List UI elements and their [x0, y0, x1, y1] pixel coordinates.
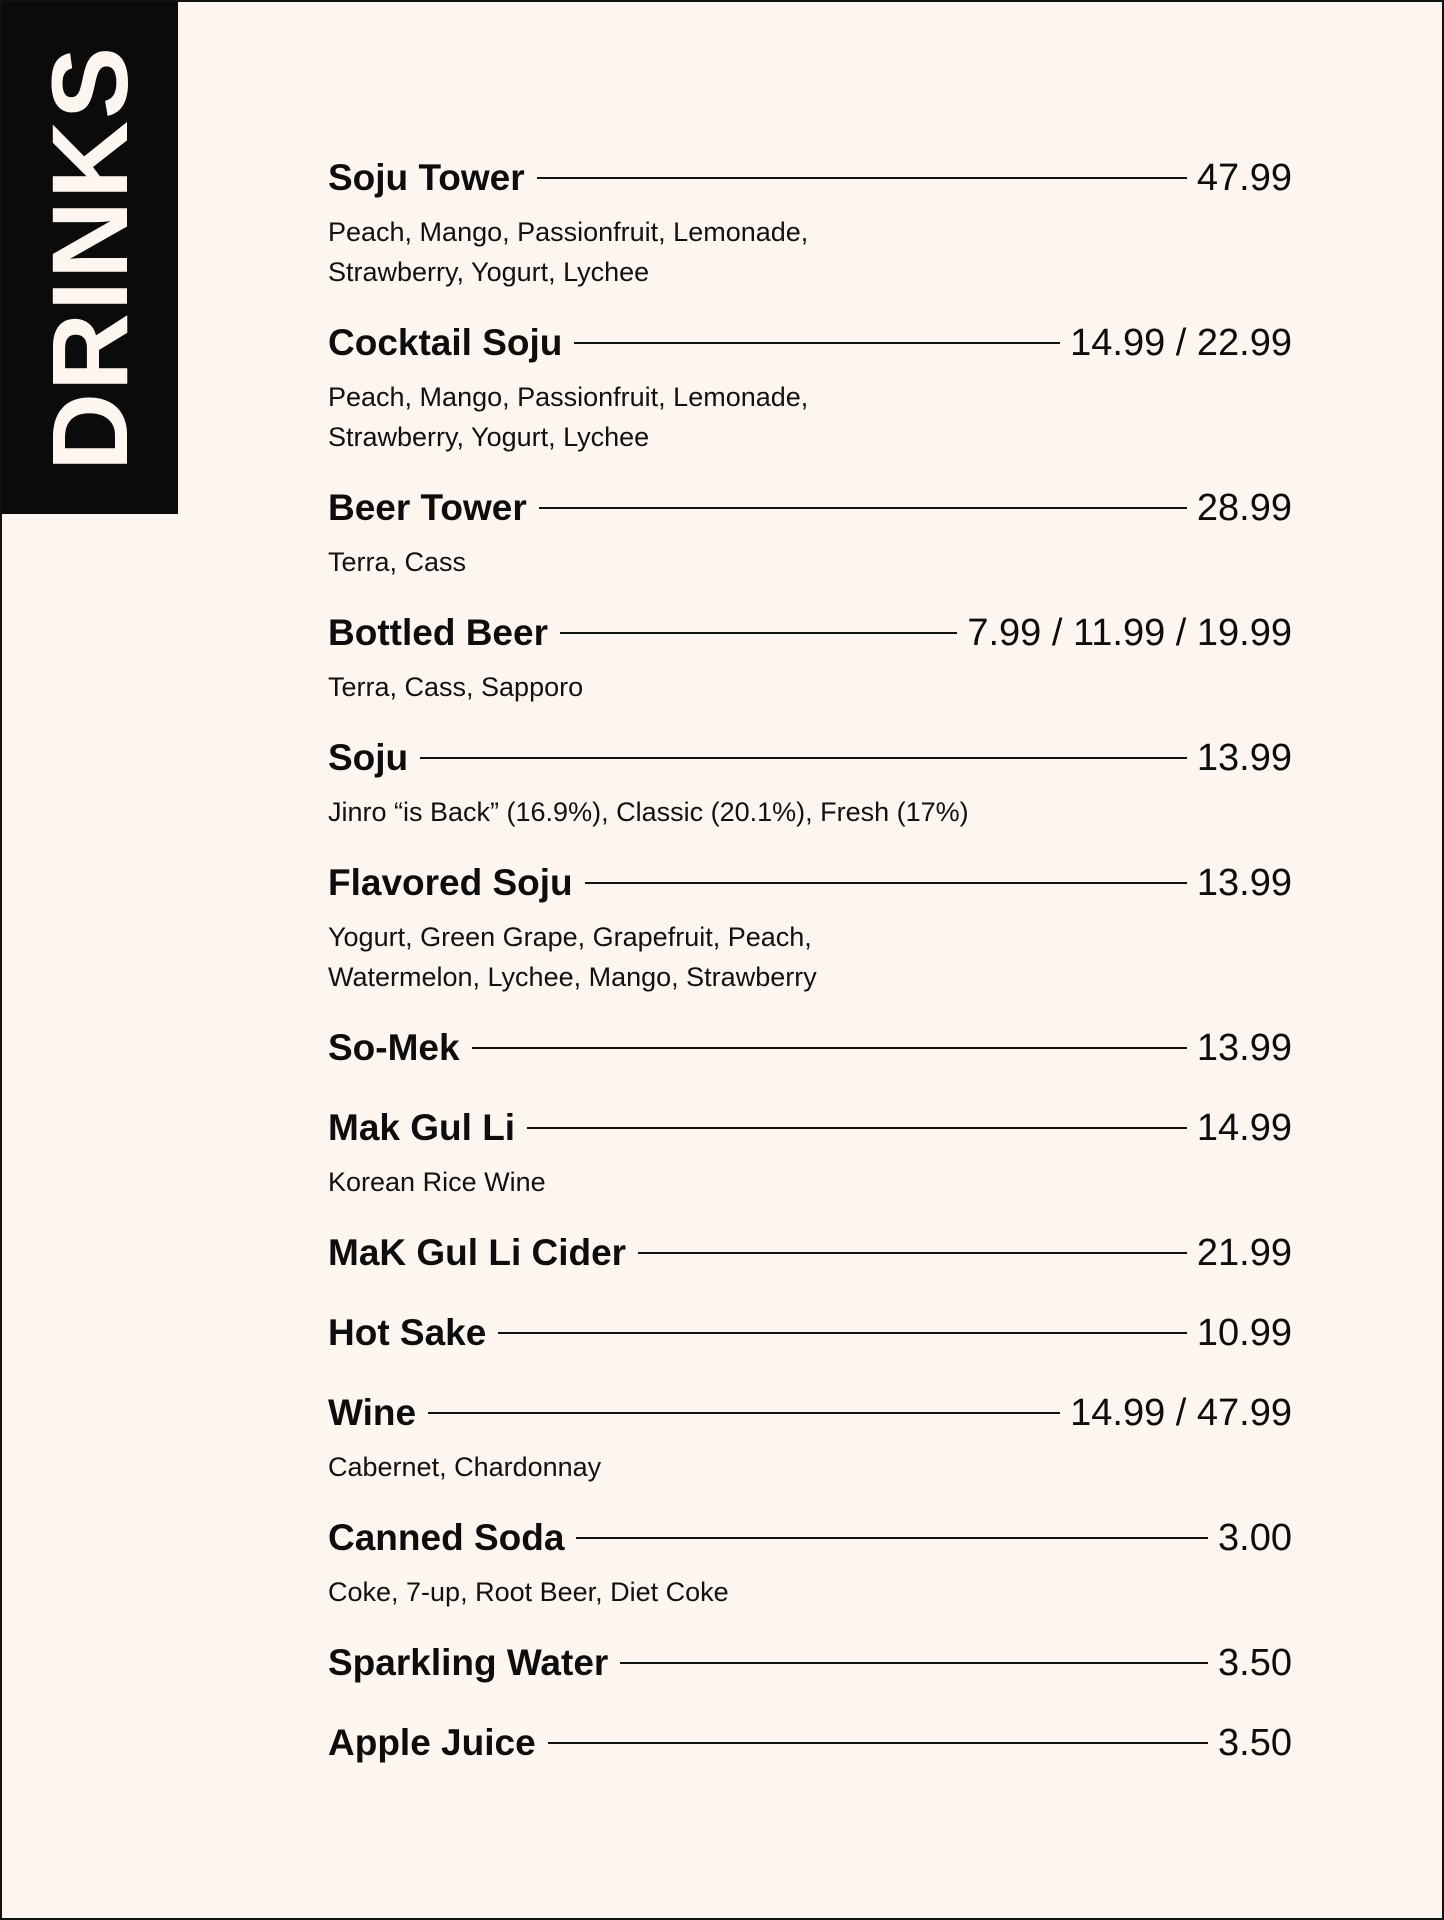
leader-line — [539, 507, 1187, 509]
menu-item — [328, 1100, 1292, 1225]
menu-item — [328, 150, 1292, 315]
item-description: Jinro “is Back” (16.9%), Classic (20.1%), Fresh (17%) — [328, 797, 969, 827]
leader-line — [498, 1332, 1187, 1334]
leader-line — [428, 1412, 1060, 1414]
menu-item — [328, 1715, 1292, 1795]
page-title: DRINKS — [29, 44, 150, 472]
leader-line — [620, 1662, 1208, 1664]
item-description: Peach, Mango, Passionfruit, Lemonade, Strawberry, Yogurt, Lychee — [328, 217, 809, 287]
item-name: Soju — [328, 737, 409, 778]
menu-item — [328, 315, 1292, 480]
item-price: 3.50 — [1218, 1721, 1292, 1764]
menu-item-row — [328, 150, 1292, 206]
item-price: 47.99 — [1196, 156, 1292, 199]
menu-item — [328, 1225, 1292, 1305]
item-name: Hot Sake — [328, 1312, 487, 1353]
menu-item — [328, 1020, 1292, 1100]
menu-item-row — [328, 315, 1292, 371]
leader-line — [638, 1252, 1187, 1254]
item-name: So-Mek — [328, 1027, 460, 1068]
menu-item — [328, 730, 1292, 855]
item-price: 13.99 — [1196, 1026, 1292, 1069]
item-price: 10.99 — [1196, 1311, 1292, 1354]
leader-line — [537, 177, 1187, 179]
menu-item — [328, 855, 1292, 1020]
item-description: Coke, 7-up, Root Beer, Diet Coke — [328, 1577, 729, 1607]
menu-item-row — [328, 1385, 1292, 1441]
item-price: 3.00 — [1218, 1516, 1292, 1559]
item-price: 21.99 — [1196, 1231, 1292, 1274]
menu-item — [328, 1635, 1292, 1715]
item-name: Flavored Soju — [328, 862, 573, 903]
menu-item-row — [328, 1715, 1292, 1771]
menu-item-row — [328, 1305, 1292, 1361]
item-description: Yogurt, Green Grape, Grapefruit, Peach, Watermelon, Lychee, Mango, Strawberry — [328, 922, 817, 992]
item-description: Korean Rice Wine — [328, 1167, 546, 1197]
leader-line — [574, 342, 1060, 344]
menu-item-row — [328, 855, 1292, 911]
item-name: Apple Juice — [328, 1722, 536, 1763]
leader-line — [472, 1047, 1187, 1049]
item-name: Canned Soda — [328, 1517, 565, 1558]
drinks-list — [328, 150, 1292, 1795]
item-price: 7.99 / 11.99 / 19.99 — [967, 611, 1292, 654]
item-name: Beer Tower — [328, 487, 527, 528]
item-name: Cocktail Soju — [328, 322, 563, 363]
item-price: 14.99 / 47.99 — [1070, 1391, 1292, 1434]
item-name: MaK Gul Li Cider — [328, 1232, 627, 1273]
item-description: Cabernet, Chardonnay — [328, 1452, 602, 1482]
item-description: Terra, Cass — [328, 547, 467, 577]
leader-line — [560, 632, 957, 634]
leader-line — [576, 1537, 1208, 1539]
item-price: 13.99 — [1196, 861, 1292, 904]
item-name: Wine — [328, 1392, 417, 1433]
item-price: 14.99 — [1196, 1106, 1292, 1149]
item-description: Terra, Cass, Sapporo — [328, 672, 584, 702]
menu-item-row — [328, 1225, 1292, 1281]
menu-item-row — [328, 480, 1292, 536]
item-price: 28.99 — [1196, 486, 1292, 529]
leader-line — [420, 757, 1187, 759]
item-name: Sparkling Water — [328, 1642, 609, 1683]
item-name: Mak Gul Li — [328, 1107, 516, 1148]
menu-item-row — [328, 1020, 1292, 1076]
menu-item-row — [328, 1510, 1292, 1566]
menu-item-row — [328, 605, 1292, 661]
menu-item-row — [328, 1635, 1292, 1691]
item-description: Peach, Mango, Passionfruit, Lemonade, Strawberry, Yogurt, Lychee — [328, 382, 809, 452]
item-price: 13.99 — [1196, 736, 1292, 779]
menu-item — [328, 605, 1292, 730]
leader-line — [527, 1127, 1187, 1129]
menu-item — [328, 1305, 1292, 1385]
menu-item-row — [328, 1100, 1292, 1156]
leader-line — [548, 1742, 1208, 1744]
leader-line — [585, 882, 1187, 884]
title-banner — [2, 2, 178, 514]
menu-item — [328, 1510, 1292, 1635]
item-price: 14.99 / 22.99 — [1070, 321, 1292, 364]
item-price: 3.50 — [1218, 1641, 1292, 1684]
item-name: Bottled Beer — [328, 612, 548, 653]
menu-item — [328, 1385, 1292, 1510]
menu-item — [328, 480, 1292, 605]
item-name: Soju Tower — [328, 157, 525, 198]
menu-item-row — [328, 730, 1292, 786]
